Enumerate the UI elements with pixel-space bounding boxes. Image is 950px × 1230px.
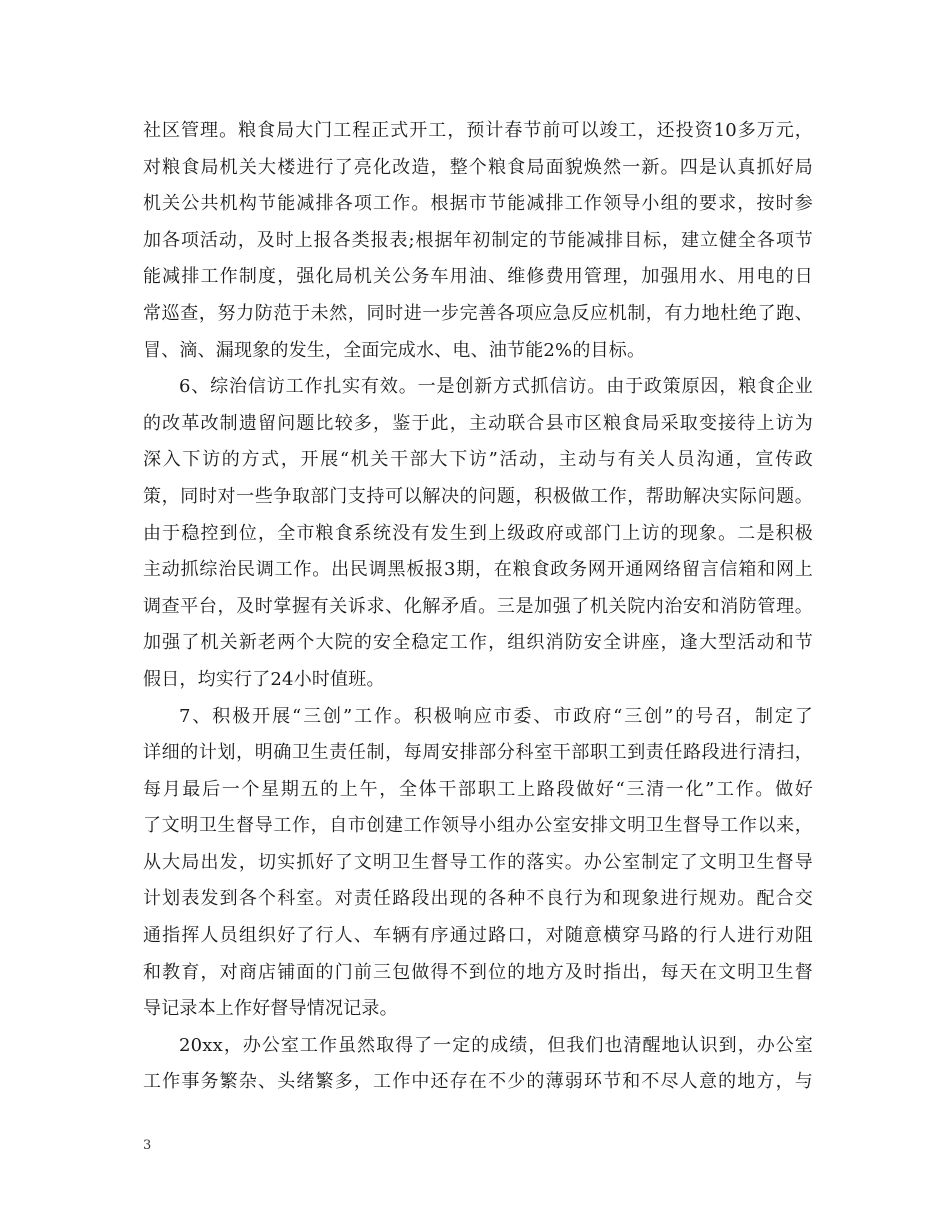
text-line: 主动抓综治民调工作。出民调黑板报3期，在粮食政务网开通网络留言信箱和网上 — [143, 559, 813, 581]
paragraph — [143, 113, 813, 369]
text-line: 详细的计划，明确卫生责任制，每周安排部分科室干部职工到责任路段进行清扫， — [143, 742, 813, 764]
paragraph — [143, 369, 813, 698]
text-line: 冒、滴、漏现象的发生，全面完成水、电、油节能2%的目标。 — [143, 339, 646, 361]
text-line: 深入下访的方式，开展“机关干部大下访”活动，主动与有关人员沟通，宣传政 — [143, 449, 813, 471]
text-line: 7、积极开展“三创”工作。积极响应市委、市政府“三创”的号召，制定了 — [179, 705, 813, 727]
text-line: 能减排工作制度，强化局机关公务车用油、维修费用管理，加强用水、用电的日 — [143, 266, 813, 288]
text-line: 假日，均实行了24小时值班。 — [143, 668, 385, 690]
text-line: 20xx，办公室工作虽然取得了一定的成绩，但我们也清醒地认识到，办公室 — [179, 1034, 813, 1056]
text-line: 6、综治信访工作扎实有效。一是创新方式抓信访。由于政策原因，粮食企业 — [179, 376, 813, 398]
text-line: 工作事务繁杂、头绪繁多，工作中还存在不少的薄弱环节和不尽人意的地方，与 — [143, 1071, 813, 1093]
text-line: 社区管理。粮食局大门工程正式开工，预计春节前可以竣工，还投资10多万元， — [143, 120, 813, 141]
text-line: 由于稳控到位，全市粮食系统没有发生到上级政府或部门上访的现象。二是积极 — [143, 522, 813, 544]
text-line: 常巡查，努力防范于未然，同时进一步完善各项应急反应机制，有力地杜绝了跑、 — [143, 302, 813, 324]
paragraph — [143, 1028, 813, 1101]
text-line: 从大局出发，切实抓好了文明卫生督导工作的落实。办公室制定了文明卫生督导 — [143, 851, 813, 873]
text-line: 和教育，对商店铺面的门前三包做得不到位的地方及时指出，每天在文明卫生督 — [143, 961, 813, 983]
text-line: 计划表发到各个科室。对责任路段出现的各种不良行为和现象进行规劝。配合交 — [143, 888, 813, 910]
page-number: 3 — [143, 1138, 152, 1153]
text-line: 加各项活动，及时上报各类报表;根据年初制定的节能减排目标，建立健全各项节 — [143, 229, 813, 251]
text-line: 通指挥人员组织好了行人、车辆有序通过路口，对随意横穿马路的行人进行劝阻 — [143, 925, 813, 947]
text-line: 加强了机关新老两个大院的安全稳定工作，组织消防安全讲座，逢大型活动和节 — [143, 632, 813, 654]
text-line: 调查平台，及时掌握有关诉求、化解矛盾。三是加强了机关院内治安和消防管理。 — [143, 595, 813, 617]
text-line: 策，同时对一些争取部门支持可以解决的问题，积极做工作，帮助解决实际问题。 — [143, 485, 813, 507]
text-line: 对粮食局机关大楼进行了亮化改造，整个粮食局面貌焕然一新。四是认真抓好局 — [143, 156, 813, 178]
text-line: 导记录本上作好督导情况记录。 — [143, 998, 398, 1020]
document-body — [143, 113, 813, 1101]
text-line: 每月最后一个星期五的上午，全体干部职工上路段做好“三清一化”工作。做好 — [143, 778, 813, 800]
paragraph — [143, 699, 813, 1028]
text-line: 的改革改制遗留问题比较多，鉴于此，主动联合县市区粮食局采取变接待上访为 — [143, 412, 813, 434]
text-line: 了文明卫生督导工作，自市创建工作领导小组办公室安排文明卫生督导工作以来， — [143, 815, 813, 837]
text-line: 机关公共机构节能减排各项工作。根据市节能减排工作领导小组的要求，按时参 — [143, 193, 813, 215]
